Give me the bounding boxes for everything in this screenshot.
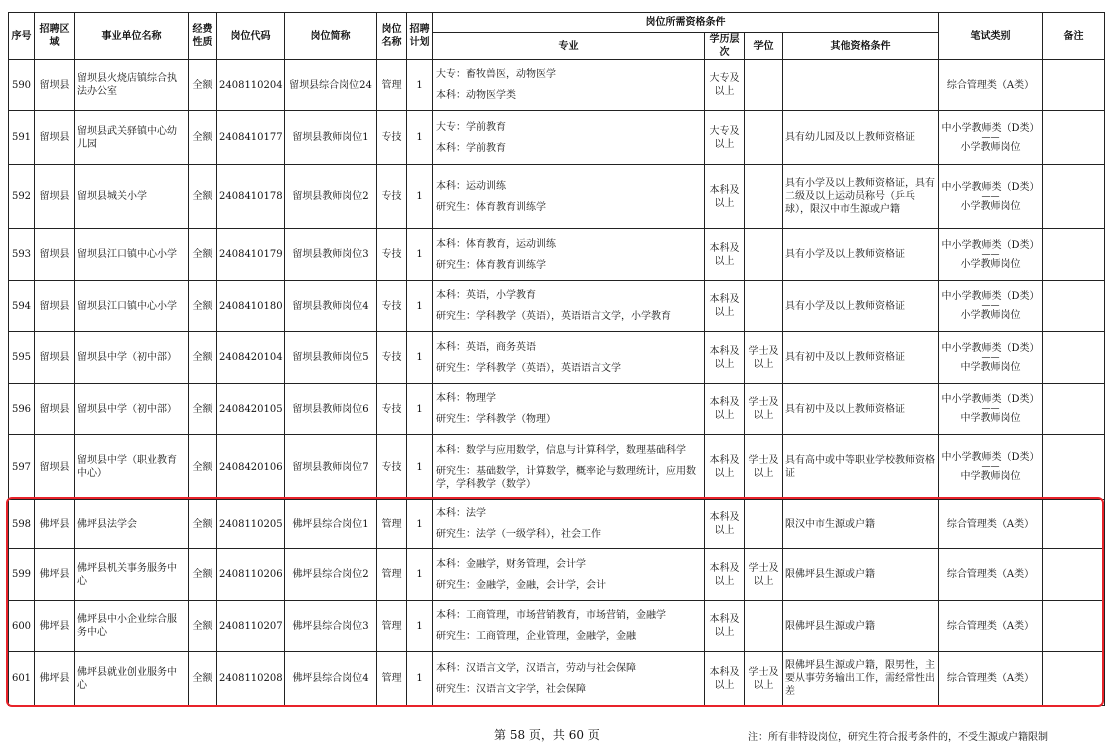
cell-code: 2408410177: [217, 111, 285, 165]
cell-edu: 本科及以上: [705, 601, 745, 652]
exam-separator: ——: [981, 249, 1000, 260]
cell-remark: [1043, 111, 1105, 165]
cell-major: [433, 435, 705, 500]
cell-edu: 本科及以上: [705, 332, 745, 384]
cell-funding: 全额: [189, 435, 217, 500]
major-line: 本科：学前教育: [436, 142, 506, 154]
exam-post: 小学教师岗位: [960, 200, 1021, 212]
major-line: 本科：英语，商务英语: [436, 341, 536, 353]
cell-code: 2408410179: [217, 229, 285, 281]
cell-plan: 1: [407, 384, 433, 435]
requirements-header: 岗位所需资格条件: [433, 13, 939, 33]
cell-short: 留坝县教师岗位4: [285, 281, 377, 332]
exam-category: 中小学教师类（D类）: [941, 291, 1040, 302]
cell-plan: 1: [407, 332, 433, 384]
cell-edu: 本科及以上: [705, 500, 745, 549]
exam-separator: ——: [981, 191, 1000, 202]
cell-short: 留坝县教师岗位7: [285, 435, 377, 500]
cell-exam: [939, 601, 1043, 652]
cell-remark: [1043, 229, 1105, 281]
cell-unit: 佛坪县中小企业综合服务中心: [75, 601, 189, 652]
cell-remark: [1043, 165, 1105, 229]
cell-degree: 学士及以上: [745, 652, 783, 706]
major-line: 大专：学前教育: [436, 121, 506, 133]
cell-funding: 全额: [189, 500, 217, 549]
cell-short: 留坝县综合岗位24: [285, 60, 377, 111]
major-line: 研究生：金融学，金融，会计学，会计: [436, 579, 606, 591]
cell-code: 2408420105: [217, 384, 285, 435]
exam-post: 小学教师岗位: [960, 258, 1021, 270]
col-edu-header: 学历层次: [705, 33, 745, 60]
cell-code: 2408110208: [217, 652, 285, 706]
table-row: [9, 281, 1105, 332]
major-line: 本科：工商管理，市场营销教育，市场营销，金融学: [436, 610, 666, 621]
cell-post-type: 专技: [377, 332, 407, 384]
cell-major: [433, 111, 705, 165]
cell-edu: 大专及以上: [705, 111, 745, 165]
major-line: 研究生：汉语言文字学，社会保障: [436, 683, 586, 695]
exam-separator: ——: [981, 132, 1000, 143]
cell-plan: 1: [407, 281, 433, 332]
cell-degree: [745, 500, 783, 549]
cell-funding: 全额: [189, 60, 217, 111]
cell-post-type: 专技: [377, 384, 407, 435]
cell-degree: 学士及以上: [745, 549, 783, 601]
cell-seq: 597: [9, 435, 35, 500]
cell-unit: 佛坪县法学会: [75, 500, 189, 549]
table-row: [9, 435, 1105, 500]
cell-funding: 全额: [189, 549, 217, 601]
cell-code: 2408420104: [217, 332, 285, 384]
header-row-1: [9, 13, 1105, 33]
col-other-header: 其他资格条件: [783, 33, 939, 60]
cell-degree: [745, 229, 783, 281]
table-row: [9, 229, 1105, 281]
table-row: [9, 332, 1105, 384]
cell-seq: 596: [9, 384, 35, 435]
cell-exam: [939, 652, 1043, 706]
exam-separator: ——: [981, 352, 1000, 363]
cell-unit: 留坝县中学（初中部）: [75, 332, 189, 384]
cell-major: [433, 549, 705, 601]
cell-funding: 全额: [189, 111, 217, 165]
cell-exam: [939, 549, 1043, 601]
exam-category: 综合管理类（A类）: [946, 79, 1035, 91]
exam-category: 中小学教师类（D类）: [941, 452, 1040, 463]
cell-short: 留坝县教师岗位2: [285, 165, 377, 229]
cell-edu: 本科及以上: [705, 652, 745, 706]
cell-other: 具有初中及以上教师资格证: [783, 384, 939, 435]
col-funding-header: 经费性质: [189, 13, 217, 60]
cell-unit: 留坝县江口镇中心小学: [75, 229, 189, 281]
cell-seq: 592: [9, 165, 35, 229]
cell-other: 具有小学及以上教师资格证，具有二级及以上运动员称号（乒乓球），限汉中市生源或户籍: [783, 165, 939, 229]
cell-post-type: 管理: [377, 549, 407, 601]
cell-seq: 595: [9, 332, 35, 384]
cell-unit: 留坝县江口镇中心小学: [75, 281, 189, 332]
cell-post-type: 专技: [377, 281, 407, 332]
cell-code: 2408110206: [217, 549, 285, 601]
cell-plan: 1: [407, 111, 433, 165]
cell-remark: [1043, 652, 1105, 706]
cell-short: 佛坪县综合岗位3: [285, 601, 377, 652]
cell-code: 2408410178: [217, 165, 285, 229]
cell-seq: 599: [9, 549, 35, 601]
cell-exam: [939, 332, 1043, 384]
cell-edu: 本科及以上: [705, 165, 745, 229]
cell-unit: 佛坪县就业创业服务中心: [75, 652, 189, 706]
cell-region: 留坝县: [35, 384, 75, 435]
cell-other: 限佛坪县生源或户籍: [783, 549, 939, 601]
col-region-header: 招聘区域: [35, 13, 75, 60]
cell-seq: 591: [9, 111, 35, 165]
cell-region: 留坝县: [35, 332, 75, 384]
cell-exam: [939, 384, 1043, 435]
cell-post-type: 管理: [377, 601, 407, 652]
exam-separator: ——: [981, 462, 1000, 472]
cell-unit: 留坝县武关驿镇中心幼儿园: [75, 111, 189, 165]
table-row: [9, 500, 1105, 549]
cell-degree: [745, 111, 783, 165]
cell-plan: 1: [407, 652, 433, 706]
cell-seq: 594: [9, 281, 35, 332]
cell-other: [783, 60, 939, 111]
cell-plan: 1: [407, 601, 433, 652]
exam-category: 中小学教师类（D类）: [941, 122, 1040, 134]
table-row: [9, 652, 1105, 706]
cell-major: [433, 165, 705, 229]
exam-category: 中小学教师类（D类）: [941, 239, 1040, 251]
cell-major: [433, 384, 705, 435]
cell-code: 2408110205: [217, 500, 285, 549]
cell-major: [433, 332, 705, 384]
cell-funding: 全额: [189, 384, 217, 435]
col-remark-header: 备注: [1043, 13, 1105, 60]
cell-remark: [1043, 281, 1105, 332]
cell-other: 具有小学及以上教师资格证: [783, 281, 939, 332]
cell-short: 佛坪县综合岗位1: [285, 500, 377, 549]
cell-plan: 1: [407, 165, 433, 229]
cell-edu: 本科及以上: [705, 435, 745, 500]
cell-other: 具有小学及以上教师资格证: [783, 229, 939, 281]
cell-remark: [1043, 500, 1105, 549]
col-unit-header: 事业单位名称: [75, 13, 189, 60]
cell-short: 留坝县教师岗位5: [285, 332, 377, 384]
major-line: 研究生：体育教育训练学: [436, 259, 546, 271]
major-line: 本科：数学与应用数学，信息与计算科学，数理基础科学: [436, 444, 686, 456]
cell-other: 具有幼儿园及以上教师资格证: [783, 111, 939, 165]
col-short-header: 岗位简称: [285, 13, 377, 60]
table-row: [9, 165, 1105, 229]
cell-region: 留坝县: [35, 165, 75, 229]
cell-major: [433, 500, 705, 549]
major-line: 研究生：工商管理，企业管理，金融学，金融: [436, 631, 636, 642]
exam-separator: ——: [981, 301, 1000, 311]
cell-funding: 全额: [189, 652, 217, 706]
cell-other: 限汉中市生源或户籍: [783, 500, 939, 549]
cell-edu: 本科及以上: [705, 384, 745, 435]
exam-category: 综合管理类（A类）: [946, 518, 1035, 530]
cell-degree: 学士及以上: [745, 332, 783, 384]
col-major-header: 专业: [433, 33, 705, 60]
cell-edu: 本科及以上: [705, 229, 745, 281]
cell-region: 留坝县: [35, 281, 75, 332]
cell-remark: [1043, 601, 1105, 652]
cell-remark: [1043, 435, 1105, 500]
exam-category: 中小学教师类（D类）: [941, 342, 1040, 354]
cell-unit: 留坝县城关小学: [75, 165, 189, 229]
cell-code: 2408110204: [217, 60, 285, 111]
major-line: 研究生：学科教学（英语），英语语言文学，小学教育: [436, 311, 671, 322]
cell-exam: [939, 111, 1043, 165]
cell-region: 佛坪县: [35, 500, 75, 549]
cell-code: 2408410180: [217, 281, 285, 332]
cell-remark: [1043, 60, 1105, 111]
cell-funding: 全额: [189, 229, 217, 281]
cell-other: 具有初中及以上教师资格证: [783, 332, 939, 384]
exam-separator: ——: [981, 404, 1000, 414]
exam-post: 小学教师岗位: [960, 141, 1021, 153]
major-line: 研究生：学科教学（英语），英语语言文学: [436, 362, 621, 374]
cell-plan: 1: [407, 549, 433, 601]
col-exam-header: 笔试类别: [939, 13, 1043, 60]
major-line: 研究生：法学（一级学科），社会工作: [436, 529, 601, 540]
cell-post-type: 专技: [377, 229, 407, 281]
col-seq-header: 序号: [9, 13, 35, 60]
cell-major: [433, 652, 705, 706]
major-line: 本科：运动训练: [436, 180, 506, 192]
cell-unit: 留坝县中学（职业教育中心）: [75, 435, 189, 500]
cell-other: 限佛坪县生源或户籍，限男性，主要从事劳务输出工作，需经常性出差: [783, 652, 939, 706]
cell-remark: [1043, 549, 1105, 601]
cell-region: 留坝县: [35, 435, 75, 500]
cell-post-type: 管理: [377, 500, 407, 549]
cell-unit: 留坝县中学（初中部）: [75, 384, 189, 435]
major-line: 本科：汉语言文学，汉语言，劳动与社会保障: [436, 662, 636, 674]
cell-remark: [1043, 384, 1105, 435]
cell-major: [433, 281, 705, 332]
cell-major: [433, 229, 705, 281]
cell-other: 限佛坪县生源或户籍: [783, 601, 939, 652]
cell-seq: 590: [9, 60, 35, 111]
cell-seq: 601: [9, 652, 35, 706]
footer-note: 注：所有非特设岗位，研究生符合报考条件的，不受生源或户籍限制: [748, 732, 1048, 743]
cell-post-type: 管理: [377, 652, 407, 706]
cell-region: 留坝县: [35, 60, 75, 111]
cell-plan: 1: [407, 500, 433, 549]
cell-remark: [1043, 332, 1105, 384]
major-line: 大专：畜牧兽医，动物医学: [436, 69, 556, 80]
cell-degree: [745, 601, 783, 652]
exam-post: 中学教师岗位: [960, 361, 1021, 373]
cell-major: [433, 601, 705, 652]
col-code-header: 岗位代码: [217, 13, 285, 60]
cell-seq: 593: [9, 229, 35, 281]
cell-degree: [745, 165, 783, 229]
exam-post: 中学教师岗位: [960, 413, 1021, 424]
table-row: [9, 549, 1105, 601]
col-degree-header: 学位: [745, 33, 783, 60]
cell-plan: 1: [407, 60, 433, 111]
cell-degree: 学士及以上: [745, 384, 783, 435]
cell-region: 留坝县: [35, 229, 75, 281]
table-row: [9, 384, 1105, 435]
recruitment-table: [8, 12, 1105, 706]
cell-exam: [939, 60, 1043, 111]
cell-seq: 600: [9, 601, 35, 652]
col-post-type-header: 岗位名称: [377, 13, 407, 60]
cell-other: 具有高中或中等职业学校教师资格证: [783, 435, 939, 500]
major-line: 本科：体育教育，运动训练: [436, 238, 556, 250]
cell-short: 佛坪县综合岗位4: [285, 652, 377, 706]
table-row: [9, 111, 1105, 165]
cell-code: 2408420106: [217, 435, 285, 500]
table-row: [9, 601, 1105, 652]
cell-region: 佛坪县: [35, 549, 75, 601]
cell-degree: [745, 281, 783, 332]
major-line: 本科：英语，小学教育: [436, 290, 536, 301]
cell-post-type: 专技: [377, 111, 407, 165]
cell-short: 留坝县教师岗位1: [285, 111, 377, 165]
exam-category: 中小学教师类（D类）: [941, 181, 1040, 193]
cell-funding: 全额: [189, 281, 217, 332]
major-line: 研究生：体育教育训练学: [436, 201, 546, 213]
exam-category: 综合管理类（A类）: [946, 673, 1035, 684]
cell-region: 留坝县: [35, 111, 75, 165]
cell-post-type: 专技: [377, 435, 407, 500]
exam-category: 中小学教师类（D类）: [941, 394, 1040, 405]
cell-unit: 留坝县火烧店镇综合执法办公室: [75, 60, 189, 111]
cell-major: [433, 60, 705, 111]
cell-edu: 本科及以上: [705, 549, 745, 601]
major-line: 研究生：学科教学（物理）: [436, 414, 556, 425]
major-line: 本科：法学: [436, 508, 486, 519]
exam-post: 中学教师岗位: [960, 471, 1021, 482]
major-line: 研究生：基础数学，计算数学，概率论与数理统计，应用数学，学科教学（数学）: [436, 465, 696, 490]
cell-short: 留坝县教师岗位6: [285, 384, 377, 435]
col-plan-header: 招聘计划: [407, 13, 433, 60]
cell-plan: 1: [407, 435, 433, 500]
cell-funding: 全额: [189, 165, 217, 229]
exam-post: 小学教师岗位: [960, 310, 1021, 321]
cell-short: 留坝县教师岗位3: [285, 229, 377, 281]
exam-category: 综合管理类（A类）: [946, 569, 1035, 580]
exam-category: 综合管理类（A类）: [946, 620, 1035, 632]
cell-code: 2408110207: [217, 601, 285, 652]
cell-short: 佛坪县综合岗位2: [285, 549, 377, 601]
cell-exam: [939, 229, 1043, 281]
cell-funding: 全额: [189, 332, 217, 384]
major-line: 本科：动物医学类: [436, 90, 516, 101]
major-line: 本科：物理学: [436, 393, 496, 404]
cell-seq: 598: [9, 500, 35, 549]
cell-degree: [745, 60, 783, 111]
cell-funding: 全额: [189, 601, 217, 652]
cell-edu: 大专及以上: [705, 60, 745, 111]
major-line: 本科：金融学，财务管理，会计学: [436, 558, 586, 570]
cell-post-type: 管理: [377, 60, 407, 111]
cell-plan: 1: [407, 229, 433, 281]
cell-region: 佛坪县: [35, 652, 75, 706]
cell-edu: 本科及以上: [705, 281, 745, 332]
cell-degree: 学士及以上: [745, 435, 783, 500]
cell-region: 佛坪县: [35, 601, 75, 652]
page-number: 第 58 页，共 60 页: [494, 728, 600, 742]
table-row: [9, 60, 1105, 111]
cell-exam: [939, 281, 1043, 332]
cell-exam: [939, 435, 1043, 500]
cell-unit: 佛坪县机关事务服务中心: [75, 549, 189, 601]
cell-exam: [939, 500, 1043, 549]
cell-post-type: 专技: [377, 165, 407, 229]
cell-exam: [939, 165, 1043, 229]
